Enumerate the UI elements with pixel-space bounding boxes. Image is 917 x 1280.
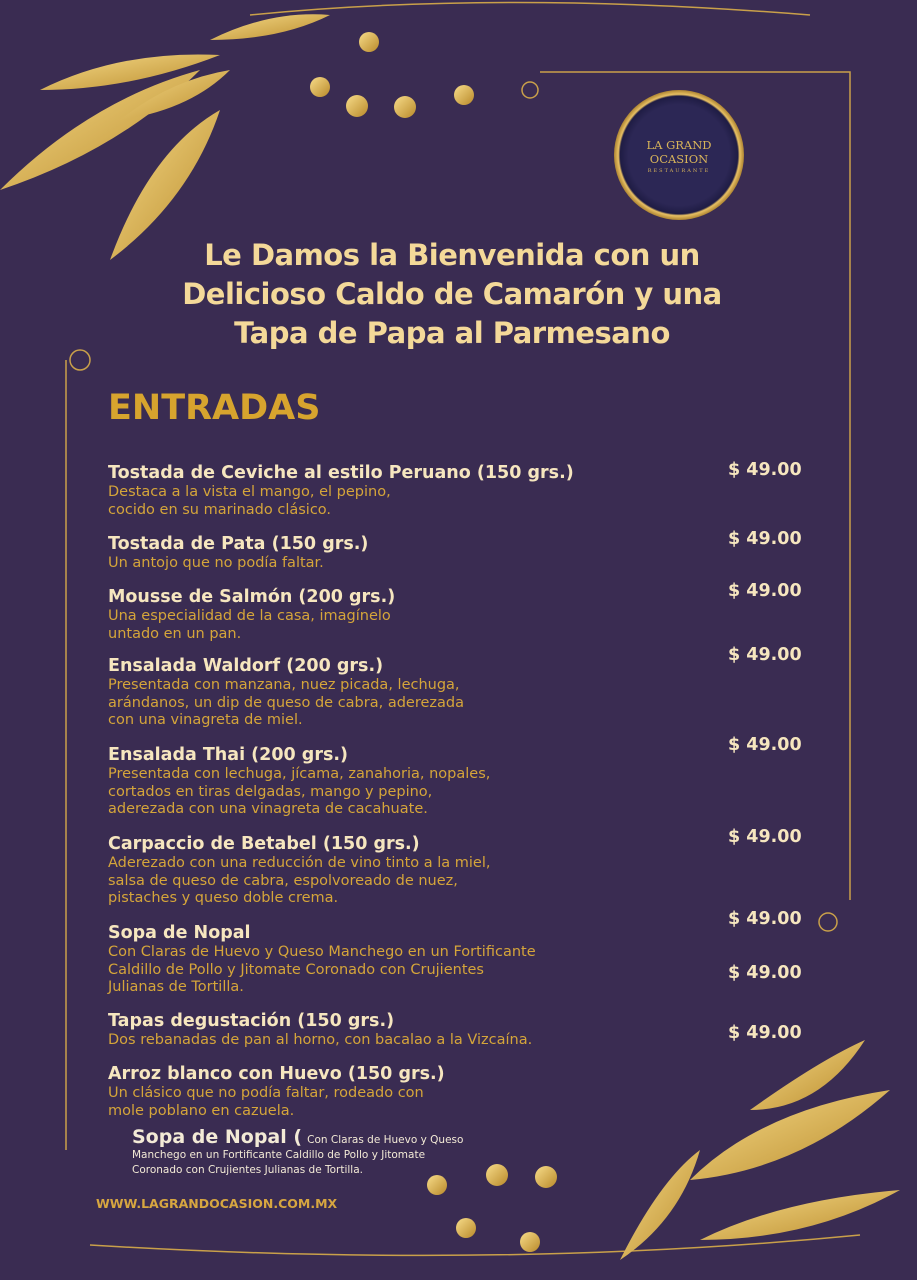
- menu-item: [108, 744, 708, 819]
- welcome-heading: [0, 236, 904, 353]
- menu-item-description: Con Claras de Huevo y Queso Manchego en un Fortificante: [108, 944, 536, 960]
- menu-item-description: salsa de queso de cabra, espolvoreado de nuez,: [108, 872, 458, 889]
- menu-item-description: mole poblano en cazuela.: [108, 1102, 295, 1119]
- menu-item-name: Ensalada Waldorf (200 grs.): [108, 656, 384, 676]
- logo-text: LA GRAND: [646, 138, 712, 152]
- menu-item-description: Dos rebanadas de pan al horno, con bacalao a la Vizcaína.: [108, 1032, 533, 1048]
- logo-text: OCASION: [649, 152, 709, 166]
- menu-item-name: Tapas degustación (150 grs.): [108, 1011, 395, 1031]
- menu-item-description: Destaca a la vista el mango, el pepino,: [108, 484, 391, 500]
- welcome-line: Delicioso Caldo de Camarón y una: [182, 277, 722, 311]
- overlay-item: [132, 1126, 532, 1178]
- menu-item-name: Carpaccio de Betabel (150 grs.): [108, 834, 420, 854]
- menu-item: [108, 922, 708, 997]
- menu-item: [108, 1010, 708, 1050]
- menu-item-price: $ 49.00: [728, 735, 802, 755]
- menu-item-description: pistaches y queso doble crema.: [108, 890, 339, 906]
- menu-item-price: $ 49.00: [728, 1023, 802, 1043]
- menu-item-name: Tostada de Ceviche al estilo Peruano (150 grs.): [108, 463, 574, 483]
- menu-item-price: $ 49.00: [728, 909, 802, 929]
- menu-item-price: $ 49.00: [728, 645, 802, 665]
- menu-item: [108, 1063, 708, 1120]
- menu-item-description: con una vinagreta de miel.: [108, 712, 303, 728]
- menu-item-price: $ 49.00: [728, 963, 802, 983]
- menu-item-description: untado en un pan.: [108, 625, 242, 642]
- overlay-item-desc: Manchego en un Fortificante Caldillo de Pollo y Jitomate: [132, 1149, 426, 1161]
- menu-item-name: Tostada de Pata (150 grs.): [108, 534, 369, 554]
- menu-item-name: Ensalada Thai (200 grs.): [108, 745, 349, 765]
- overlay-item-name: Sopa de Nopal (: [132, 1126, 303, 1148]
- menu-item-name: Arroz blanco con Huevo (150 grs.): [108, 1064, 445, 1084]
- menu-item-description: Aderezado con una reducción de vino tinto a la miel,: [108, 855, 491, 871]
- menu-item-description: cortados en tiras delgadas, mango y pepino,: [108, 783, 433, 800]
- menu-item-description: Un antojo que no podía faltar.: [108, 555, 324, 571]
- welcome-line: Tapa de Papa al Parmesano: [234, 316, 670, 350]
- menu-item-description: Presentada con lechuga, jícama, zanahoria, nopales,: [108, 766, 491, 782]
- menu-item-price: $ 49.00: [728, 460, 802, 480]
- menu-item-description: Un clásico que no podía faltar, rodeado con: [108, 1085, 424, 1101]
- menu-item: [108, 655, 708, 730]
- logo-text: RESTAURANTE: [647, 168, 711, 174]
- overlay-item-desc: Coronado con Crujientes Julianas de Tortilla.: [132, 1164, 363, 1176]
- welcome-line: Le Damos la Bienvenida con un: [204, 238, 700, 272]
- menu-item-description: aderezada con una vinagreta de cacahuate.: [108, 801, 428, 817]
- restaurant-logo: [614, 90, 744, 220]
- section-title: ENTRADAS: [108, 388, 321, 428]
- menu-item: [108, 462, 708, 519]
- menu-item-price: $ 49.00: [728, 827, 802, 847]
- menu-item: [108, 586, 708, 643]
- menu-item-description: cocido en su marinado clásico.: [108, 501, 332, 518]
- menu-item-name: Mousse de Salmón (200 grs.): [108, 587, 396, 607]
- menu-item-description: Julianas de Tortilla.: [108, 979, 244, 995]
- menu-item: [108, 833, 708, 908]
- menu-item-description: Presentada con manzana, nuez picada, lechuga,: [108, 677, 460, 693]
- menu-item-price: $ 49.00: [728, 581, 802, 601]
- menu-item: [108, 533, 708, 573]
- menu-item-price: $ 49.00: [728, 529, 802, 549]
- menu-item-name: Sopa de Nopal: [108, 923, 251, 943]
- menu-item-description: Caldillo de Pollo y Jitomate Coronado con Crujientes: [108, 961, 484, 978]
- menu-item-description: Una especialidad de la casa, imagínelo: [108, 608, 391, 624]
- overlay-item-desc: Con Claras de Huevo y Queso: [307, 1134, 464, 1146]
- menu-item-description: arándanos, un dip de queso de cabra, aderezada: [108, 694, 464, 711]
- website-link[interactable]: WWW.LAGRANDOCASION.COM.MX: [96, 1196, 338, 1211]
